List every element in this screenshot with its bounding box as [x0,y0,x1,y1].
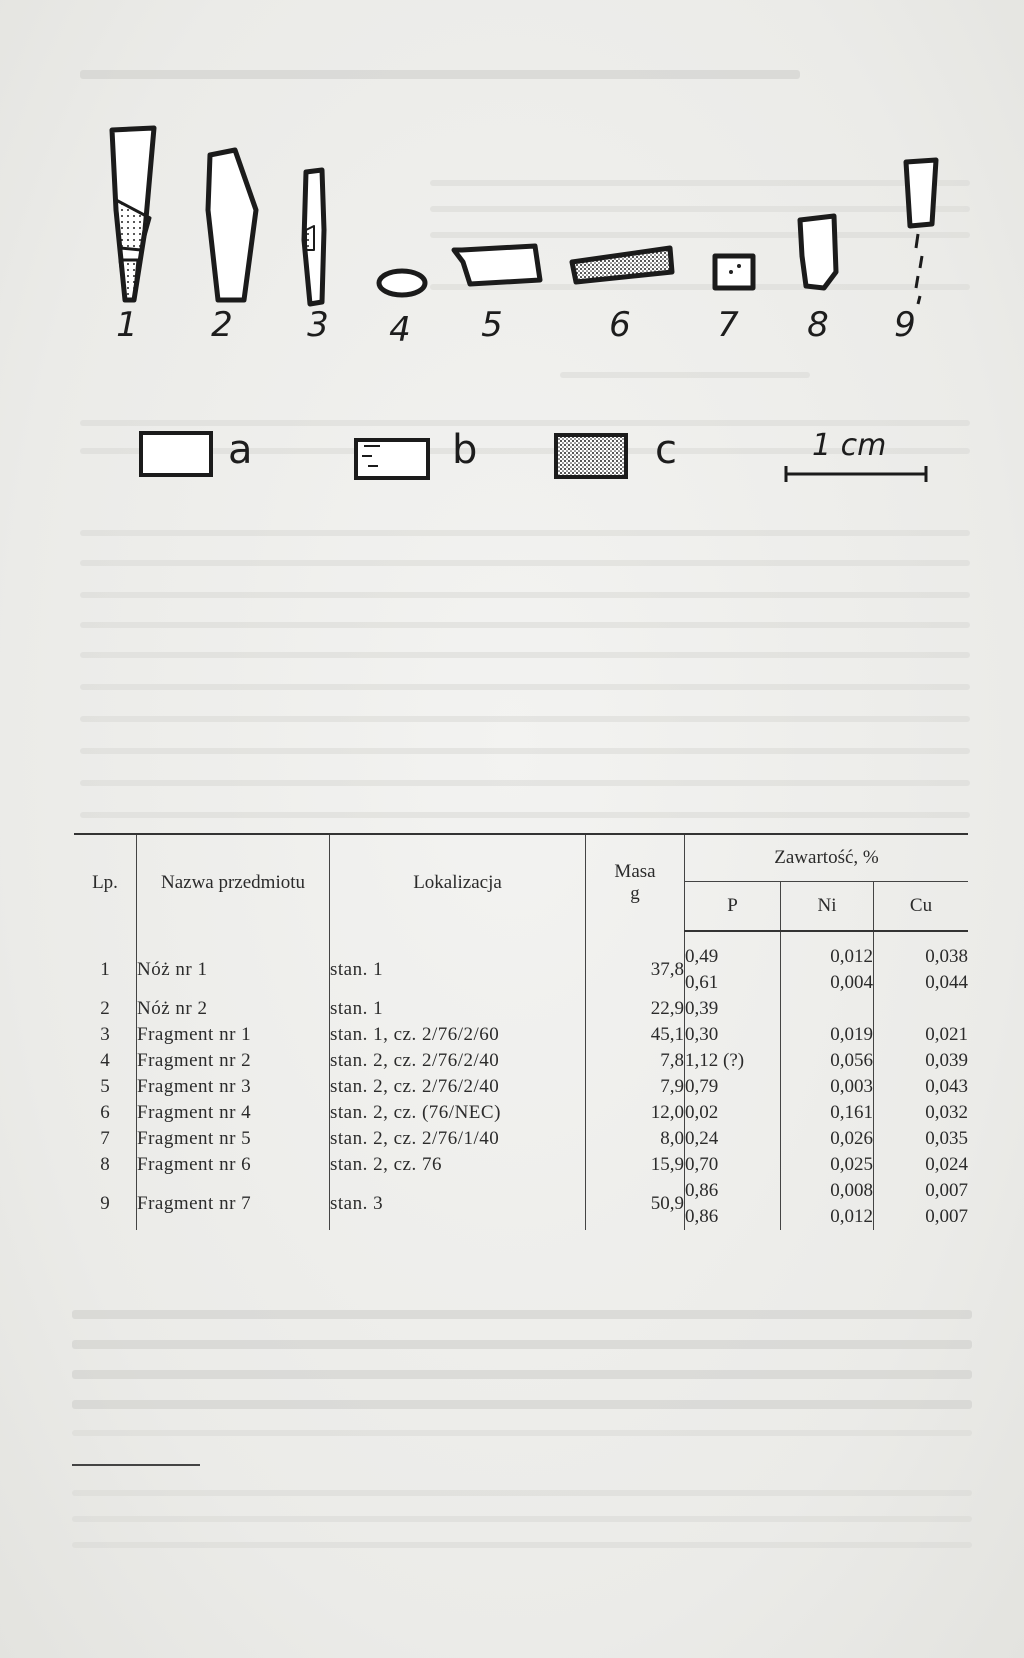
cell-ni-value: 0,008 [830,1180,873,1201]
figure-number-1: 1 [116,305,138,345]
cell-cu [874,931,969,996]
figure-number-3: 3 [307,305,329,345]
cell-lp: 6 [100,1102,110,1123]
cell-mass: 15,9 [586,1152,685,1178]
figure-number-7: 7 [717,305,739,345]
legend-label-c: c [655,427,677,473]
cell-mass: 12,0 [586,1100,685,1126]
header-p: P [685,882,781,932]
cell-ni: 0,026 [781,1126,874,1152]
cell-cu-value: 0,007 [925,1180,968,1201]
cell-p: 1,12 (?) [685,1048,781,1074]
cell-lp: 5 [100,1076,110,1097]
cell-location: stan. 2, cz. 2/76/2/40 [330,1048,586,1074]
cell-cu [874,1178,969,1230]
artefact-7-section [715,256,753,288]
table-row [74,931,968,996]
artefact-6-section [572,248,672,282]
header-lp: Lp. [74,834,137,931]
header-mass-label: Masa [614,861,656,882]
cell-lp: 1 [100,958,110,980]
cell-p-value: 0,61 [685,972,719,993]
cell-name: Fragment nr 3 [137,1074,330,1100]
cell-mass: 7,9 [586,1074,685,1100]
cell-ni-value: 0,012 [830,946,873,967]
artefact-9-section [906,160,936,304]
cell-ni [781,996,874,1022]
cell-cu-value: 0,007 [925,1206,968,1227]
cell-name: Fragment nr 5 [137,1126,330,1152]
figure-number-8: 8 [807,305,829,345]
cell-mass: 22,9 [586,996,685,1022]
cell-p: 0,24 [685,1126,781,1152]
cell-cu-value: 0,038 [925,946,968,967]
cell-location: stan. 2, cz. (76/NEC) [330,1100,586,1126]
header-mass [586,834,685,931]
cell-cu: 0,032 [874,1100,969,1126]
cell-p-value: 0,49 [685,946,719,967]
cell-p: 0,30 [685,1022,781,1048]
cell-lp: 3 [100,1024,110,1045]
analysis-table [74,833,968,1230]
artefact-1-section [112,128,154,300]
cell-cu: 0,024 [874,1152,969,1178]
figure-number-9: 9 [894,305,916,345]
cell-ni: 0,003 [781,1074,874,1100]
figure-number-2: 2 [211,305,233,345]
cell-cu-value: 0,044 [925,972,968,993]
cell-p-value: 0,86 [685,1180,719,1201]
cell-location: stan. 1 [330,996,586,1022]
cell-location: stan. 2, cz. 2/76/1/40 [330,1126,586,1152]
cell-cu: 0,039 [874,1048,969,1074]
cell-ni: 0,056 [781,1048,874,1074]
scale-bar-label: 1 cm [812,428,887,463]
cell-ni: 0,025 [781,1152,874,1178]
table-row [74,1178,968,1230]
cell-lp: 8 [100,1154,110,1175]
header-ni: Ni [781,882,874,932]
cell-name: Fragment nr 4 [137,1100,330,1126]
cell-name: Nóż nr 1 [137,931,330,996]
legend-box-a [141,433,211,475]
table-row [74,1100,968,1126]
legend-box-c [556,435,626,477]
header-name: Nazwa przedmiotu [137,834,330,931]
header-cu: Cu [874,882,969,932]
table-row [74,1074,968,1100]
cell-lp: 4 [100,1050,110,1071]
cell-mass: 50,9 [586,1178,685,1230]
cell-p-value: 0,86 [685,1206,719,1227]
figure-number-6: 6 [609,305,631,345]
cell-p: 0,79 [685,1074,781,1100]
cell-p [685,1178,781,1230]
cell-mass: 45,1 [586,1022,685,1048]
scale-bar-line [786,466,926,482]
artefact-8-section [800,216,836,288]
artefact-4-section [379,271,425,295]
table-row [74,996,968,1022]
cell-cu: 0,021 [874,1022,969,1048]
header-content: Zawartość, % [685,834,969,882]
cell-name: Fragment nr 6 [137,1152,330,1178]
cell-lp: 2 [100,998,110,1019]
table-row [74,1048,968,1074]
cell-lp: 7 [100,1128,110,1149]
cell-ni [781,1178,874,1230]
table-row [74,1126,968,1152]
cell-cu: 0,035 [874,1126,969,1152]
footnote-divider [72,1464,200,1466]
cell-cu [874,996,969,1022]
artefact-drawings [0,100,1024,560]
artefact-cross-sections-figure [0,100,1024,560]
cell-p [685,931,781,996]
artefact-5-section [454,246,540,284]
cell-lp: 9 [100,1193,110,1214]
cell-mass: 8,0 [586,1126,685,1152]
header-mass-unit: g [630,883,640,904]
artefact-3-section [304,170,324,304]
table-row [74,1152,968,1178]
cell-location: stan. 2, cz. 76 [330,1152,586,1178]
cell-location: stan. 3 [330,1178,586,1230]
cell-location: stan. 1, cz. 2/76/2/60 [330,1022,586,1048]
cell-p: 0,70 [685,1152,781,1178]
cell-mass: 7,8 [586,1048,685,1074]
table-row [74,1022,968,1048]
cell-name: Fragment nr 1 [137,1022,330,1048]
cell-name: Fragment nr 2 [137,1048,330,1074]
cell-ni-value: 0,012 [830,1206,873,1227]
cell-location: stan. 2, cz. 2/76/2/40 [330,1074,586,1100]
header-location: Lokalizacja [330,834,586,931]
cell-ni [781,931,874,996]
figure-number-4: 4 [389,310,411,350]
cell-mass: 37,8 [586,931,685,996]
legend-label-a: a [228,427,253,473]
cell-location: stan. 1 [330,931,586,996]
artefact-2-section [208,150,256,300]
cell-cu: 0,043 [874,1074,969,1100]
cell-ni-value: 0,004 [830,972,873,993]
cell-p: 0,39 [685,996,781,1022]
cell-name: Fragment nr 7 [137,1178,330,1230]
cell-ni: 0,161 [781,1100,874,1126]
cell-ni: 0,019 [781,1022,874,1048]
legend-label-b: b [452,427,478,473]
cell-name: Nóż nr 2 [137,996,330,1022]
figure-number-5: 5 [481,305,503,345]
cell-p: 0,02 [685,1100,781,1126]
